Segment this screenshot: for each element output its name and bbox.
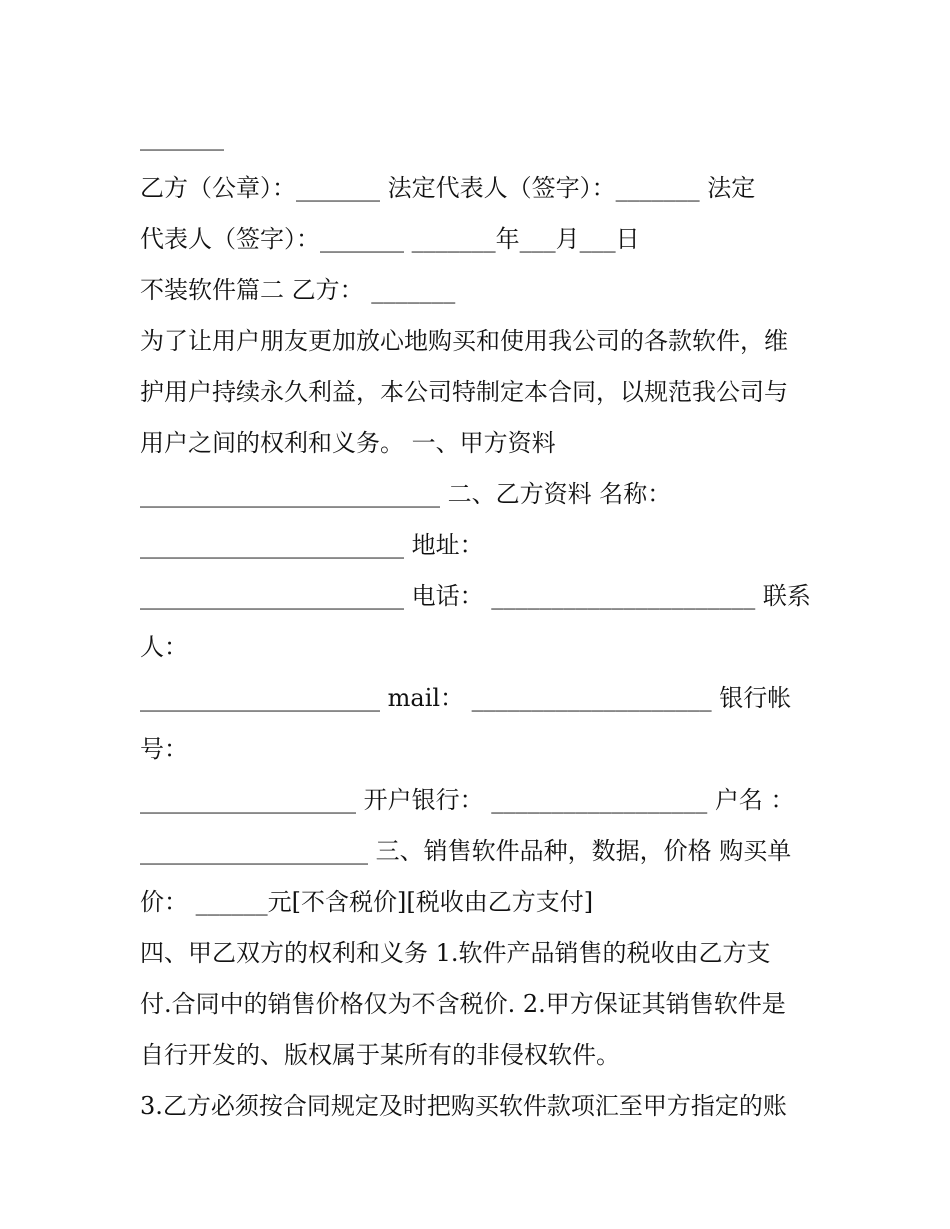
text-line: 付.合同中的销售价格仅为不含税价. 2.甲方保证其销售软件是: [140, 990, 786, 1018]
text-line: ____________________ mail： ____________________ 银行帐: [140, 684, 792, 712]
text-line: 乙方（公章）：_______ 法定代表人（签字）：_______ 法定: [140, 174, 756, 202]
text-line: 自行开发的、版权属于某所有的非侵权软件。: [140, 1041, 620, 1069]
text-line: _______: [140, 123, 224, 151]
text-line: _________________________ 二、乙方资料 名称：: [140, 480, 672, 508]
text-line: 号：: [140, 735, 188, 763]
text-line: 护用户持续永久利益，本公司特制定本合同，以规范我公司与: [140, 378, 788, 406]
text-line: 用户之间的权利和义务。 一、甲方资料: [140, 429, 556, 457]
text-line: 为了让用户朋友更加放心地购买和使用我公司的各款软件，维: [140, 327, 788, 355]
text-line: 不装软件篇二 乙方： _______: [140, 276, 456, 304]
text-line: 价： ______元[不含税价][税收由乙方支付]: [140, 888, 594, 916]
contract-text-body: [140, 112, 820, 1132]
text-line: 人：: [140, 633, 188, 661]
text-line: ______________________ 电话： ______________________ 联系: [140, 582, 811, 610]
text-line: ______________________ 地址：: [140, 531, 484, 559]
text-line: __________________ 开户银行： __________________ 户名 ：: [140, 786, 795, 814]
text-line: 四、甲乙双方的权利和义务 1.软件产品销售的税收由乙方支: [140, 939, 771, 967]
text-line: 3.乙方必须按合同规定及时把购买软件款项汇至甲方指定的账: [140, 1092, 787, 1120]
text-line: ___________________ 三、销售软件品种，数据，价格 购买单: [140, 837, 792, 865]
text-line: 代表人（签字）：_______ _______年___月___日: [140, 225, 640, 253]
